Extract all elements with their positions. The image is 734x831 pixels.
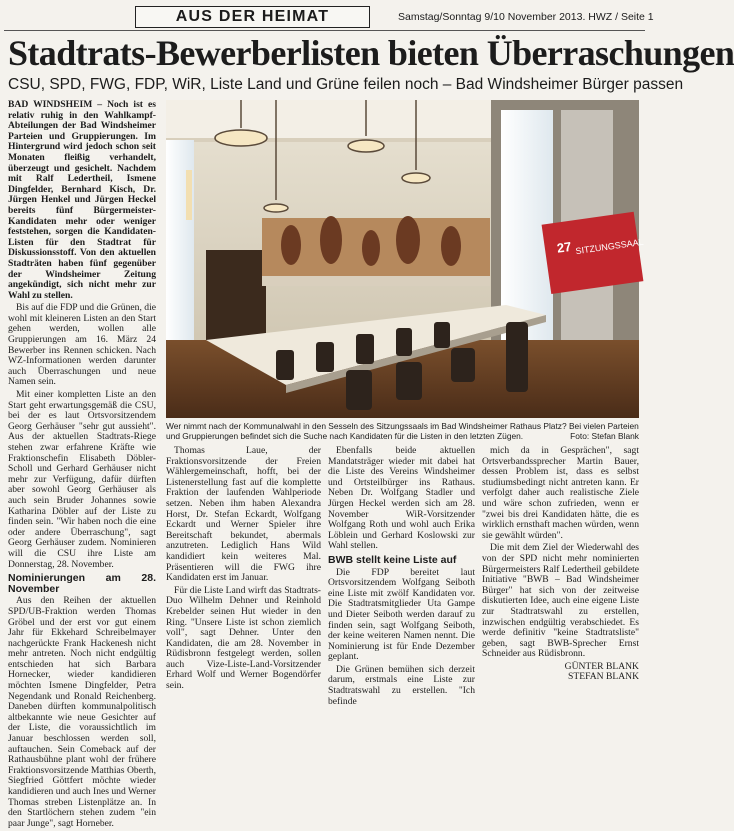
- photo-credit: Foto: Stefan Blank: [570, 431, 639, 441]
- body-paragraph: Die FDP bereitet laut Ortsvorsitzendem Wolfgang Seiboth eine Liste mit zwölf Kandidaten vor. Die Stadtratsmitglieder Uta Gampe und Dieter Seiboth werden darauf zu finden sein, sagt Wolfgang Seiboth, der keine weiteren Namen nennt. Die Nominierung ist für Ende Dezember geplant.: [328, 566, 475, 663]
- door-number-text: 27: [555, 238, 573, 256]
- page-dateline: Samstag/Sonntag 9/10 November 2013. HWZ / Seite 1: [398, 11, 654, 23]
- article-column-2: [166, 446, 321, 694]
- body-paragraph: Die Grünen bemühen sich derzeit darum, erstmals eine Liste zur Stadtratswahl zu erstellen. "Ich befinde: [328, 663, 475, 707]
- author-signature: STEFAN BLANK: [568, 671, 639, 683]
- body-paragraph: mich da in Gesprächen", sagt Ortsverbandssprecher Martin Bauer, dessen Problem ist, dass es selbst studiumsbedingt nicht antreten kann. Er verfolgt daher auch realistische Ziele und wäre schon zufrieden, wenn er "zwei bis drei Kandidaten hätte, die es wirklich ernsthaft machen würden, wenn sie gewählt würden".: [482, 445, 639, 541]
- section-heading: Nominierungen am 28. November: [8, 572, 156, 595]
- header-rule: [4, 30, 645, 31]
- article-column-3: [328, 446, 475, 709]
- door-sign-text: SITZUNGSSAAL: [574, 236, 645, 257]
- body-paragraph: Bis auf die FDP und die Grünen, die wohl mit kleineren Listen an den Start gehen werden, wollen alle Gruppierungen am 16. März 24 Bewerber ins Rennen schicken. Nach WZ-Informationen werden darunter auch Überraschungen und neue Namen sein.: [8, 302, 156, 388]
- article-subhead: CSU, SPD, FWG, FDP, WiR, Liste Land und Grüne feilen noch – Bad Windsheimer Bürger passen: [8, 76, 684, 93]
- article-column-1: [8, 100, 156, 831]
- lead-paragraph: BAD WINDSHEIM – Noch ist es relativ ruhig in den Wahlkampf-Abteilungen der Bad Windsheimer Parteien und Gruppierungen. Im Hintergrund wird jedoch schon seit Monaten fleißig verhandelt, überzeugt und gesichelt. Nachdem mit Ralf Ledertheil, Ismene Dingfelder, Bernhard Kisch, Dr. Jürgen Henkel und Jürgen Heckel bereits fünf Bürgermeister-Kandidaten mehr oder weniger feststehen, sorgen die Kandidaten-Listen für den Stadtrat für Diskussionsstoff. Von den aktuellen Stadträten haben fünf gegenüber der Windsheimer Zeitung angekündigt, sich nicht mehr zur Wahl zu stellen.: [8, 99, 156, 301]
- caption-text: Wer nimmt nach der Kommunalwahl in den Sesseln des Sitzungssaals im Bad Windsheimer Rathaus Platz? Bei vielen Parteien und Gruppierungen befindet sich die Suche nach Kandidaten für die Listen in den letzten Zügen.: [166, 421, 639, 441]
- article-column-4: [482, 446, 639, 683]
- body-paragraph: Die mit dem Ziel der Wiederwahl des von der SPD nicht mehr nominierten Bürgermeisters Ralf Ledertheil gebildete Initiative "BWB – Bad Windsheimer Bürger" hat sich von der zeitweise diskutierten Idee, auch eine eigene Liste zur Stadtratswahl zu erstellen, inzwischen endgültig verabschiedet. Es werde definitiv "keine Stadtratsliste" geben, sagt BWB-Sprecher Ernst Schneider aus Rüdisbronn.: [482, 542, 639, 660]
- author-signature: GÜNTER BLANK: [564, 660, 639, 672]
- photo-caption: [166, 421, 639, 441]
- body-paragraph: Mit einer kompletten Liste an den Start geht erwartungsgemäß die CSU, bei der es laut Ortsvorsitzendem Georg Gerhäuser "sehr gut aussieht". Aus der aktuellen Stadtrats-Riege stehen zwar erfahrene Kräfte wie Fraktionschefin Elisabeth Döbler-Scholl und Gerhard Gerhäuser nicht mehr zur Verfügung, dafür dürften aber sowohl Georg Gerhäuser als auch sein Bruder Johannes sowie Katharina Döbler auf der Liste zu finden sein. "Wir haben noch die eine oder andere Überraschung", sagt Georg Gerhäuser zudem. Nominieren will die CSU ihre Liste am Donnerstag, 28. November.: [8, 389, 156, 570]
- council-chamber-photo: [166, 100, 645, 418]
- body-paragraph: Für die Liste Land wirft das Stadtrats-Duo Wilhelm Dehner und Reinhold Krebelder seinen Hut wieder in den Ring. "Unsere Liste ist schon ziemlich voll", sagt Dehner. Unter den Kandidaten, die am 28. November in Rüdisbronn festgelegt werden, sollen auch Vize-Liste-Land-Vorsitzender Erhard Wolf und Werner Bogendörfer sein.: [166, 584, 321, 692]
- section-kicker: AUS DER HEIMAT: [135, 6, 370, 28]
- body-paragraph: Aus den Reihen der aktuellen SPD/UB-Fraktion werden Thomas Gröbel und der erst vor gut einem Jahr für Ekkehard Schreibelmayer nachgerückte Frank Hackenesh nicht mehr antreten. Noch nicht endgültig entschieden hat sich Barbara Hornecker, wieder kandidieren möchten Ismene Dingfelder, Petra Negendank und Ronald Reichenberg. Daneben dürften kommunalpolitisch altbekannte wie neue Gesichter auf der Liste, die voraussichtlich im Januar beschlossen werden soll, auftauchen. Sein Comeback auf der Rathausbühne plant wohl der frühere Fraktionsvorsitzende Matthias Oberth, Siegfried Göttfert möchte wieder kandidieren und auch Ines und Werner Thomas streben Listenplätze an. In den Startlöchern stehen zudem "ein paar Junge", sagt Horneber.: [8, 595, 156, 829]
- body-paragraph: Thomas Laue, der Fraktionsvorsitzende der Freien Wählergemeinschaft, hofft, bei der Listenerstellung fast auf die komplette Fraktion der laufenden Wahlperiode setzen. Neben ihm haben Alexandra Horst, Dr. Stefan Eckardt, Wolfgang Eckardt und Werner Spieler ihre Bereitschaft bekundet, abermals anzutreten. Lediglich Hans Wild kandidiert kein weiteres Mal. Präsentieren will die FWG ihre Kandidaten erst im Januar.: [166, 445, 321, 584]
- body-paragraph: Ebenfalls beide aktuellen Mandatsträger wieder mit dabei hat die Liste des Vereins Windsheimer und Ortsteilbürger ins Rathaus. Neben Dr. Wolfgang Stadler und Jürgen Heckel werden sich am 28. November WiR-Vorsitzender Wolfgang Roth und wohl auch Erika Löblein und Gerhard Koslowski zur Wahl stellen.: [328, 445, 475, 552]
- article-headline: Stadtrats-Bewerberlisten bieten Überraschungen: [8, 33, 734, 73]
- section-heading: BWB stellt keine Liste auf: [328, 553, 457, 566]
